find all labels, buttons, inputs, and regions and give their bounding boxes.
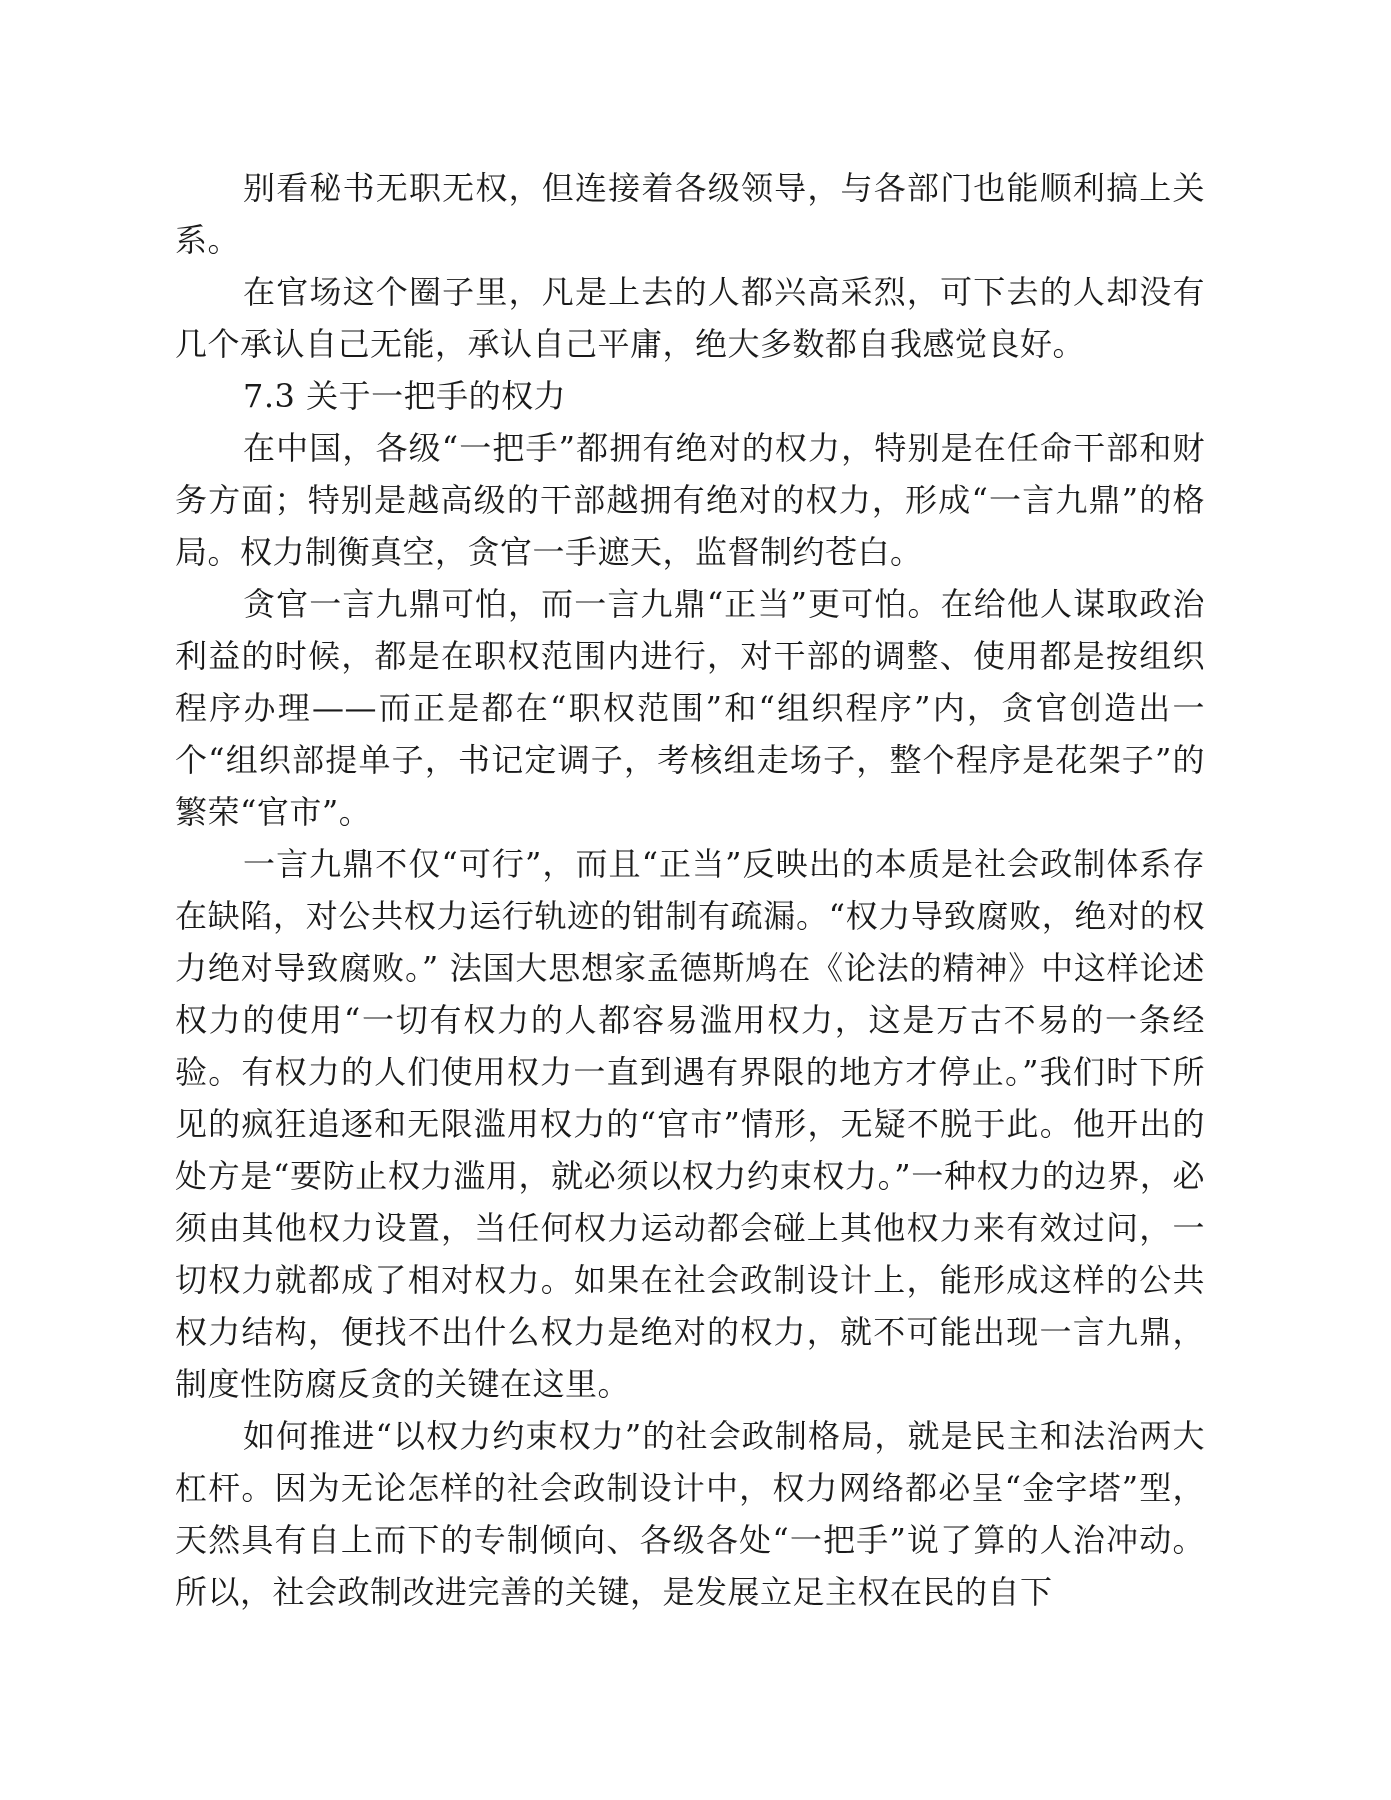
paragraph-legitimacy: 贪官一言九鼎可怕，而一言九鼎“正当”更可怕。在给他人谋取政治利益的时候，都是在职权范围内进行，对干部的调整、使用都是按组织程序办理——而正是都在“职权范围”和“组织程序”内，贪官创造出一个“组织部提单子，书记定调子，考核组走场子，整个程序是花架子”的繁荣“官市”。 (175, 585, 1205, 831)
paragraph-democracy-rule-of-law: 如何推进“以权力约束权力”的社会政制格局，就是民主和法治两大杠杆。因为无论怎样的社会政制设计中，权力网络都必呈“金字塔”型，天然具有自上而下的专制倾向、各级各处“一把手”说了算的人治冲动。所以，社会政制改进完善的关键，是发展立足主权在民的自下 (175, 1417, 1205, 1611)
section-heading: 7.3 关于一把手的权力 (243, 377, 567, 415)
paragraph-montesquieu: 一言九鼎不仅“可行”，而且“正当”反映出的本质是社会政制体系存在缺陷，对公共权力运行轨迹的钳制有疏漏。“权力导致腐败，绝对的权力绝对导致腐败。” 法国大思想家孟德斯鸠在《论法的精神》中这样论述权力的使用“一切有权力的人都容易滥用权力，这是万古不易的一条经验。有权力的人们使用权力一直到遇有界限的地方才停止。”我们时下所见的疯狂追逐和无限滥用权力的“官市”情形，无疑不脱于此。他开出的处方是“要防止权力滥用，就必须以权力约束权力。”一种权力的边界，必须由其他权力设置，当任何权力运动都会碰上其他权力来有效过问，一切权力就都成了相对权力。如果在社会政制设计上，能形成这样的公共权力结构，便找不出什么权力是绝对的权力，就不可能出现一言九鼎，制度性防腐反贪的关键在这里。 (175, 845, 1205, 1403)
paragraph-secretary: 别看秘书无职无权，但连接着各级领导，与各部门也能顺利搞上关系。 (175, 169, 1205, 259)
paragraph-absolute-power: 在中国，各级“一把手”都拥有绝对的权力，特别是在任命干部和财务方面；特别是越高级的干部越拥有绝对的权力，形成“一言九鼎”的格局。权力制衡真空，贪官一手遮天，监督制约苍白。 (175, 429, 1205, 571)
paragraph-officialdom: 在官场这个圈子里，凡是上去的人都兴高采烈，可下去的人却没有几个承认自己无能，承认自己平庸，绝大多数都自我感觉良好。 (175, 273, 1205, 363)
document-page (175, 162, 1205, 1618)
